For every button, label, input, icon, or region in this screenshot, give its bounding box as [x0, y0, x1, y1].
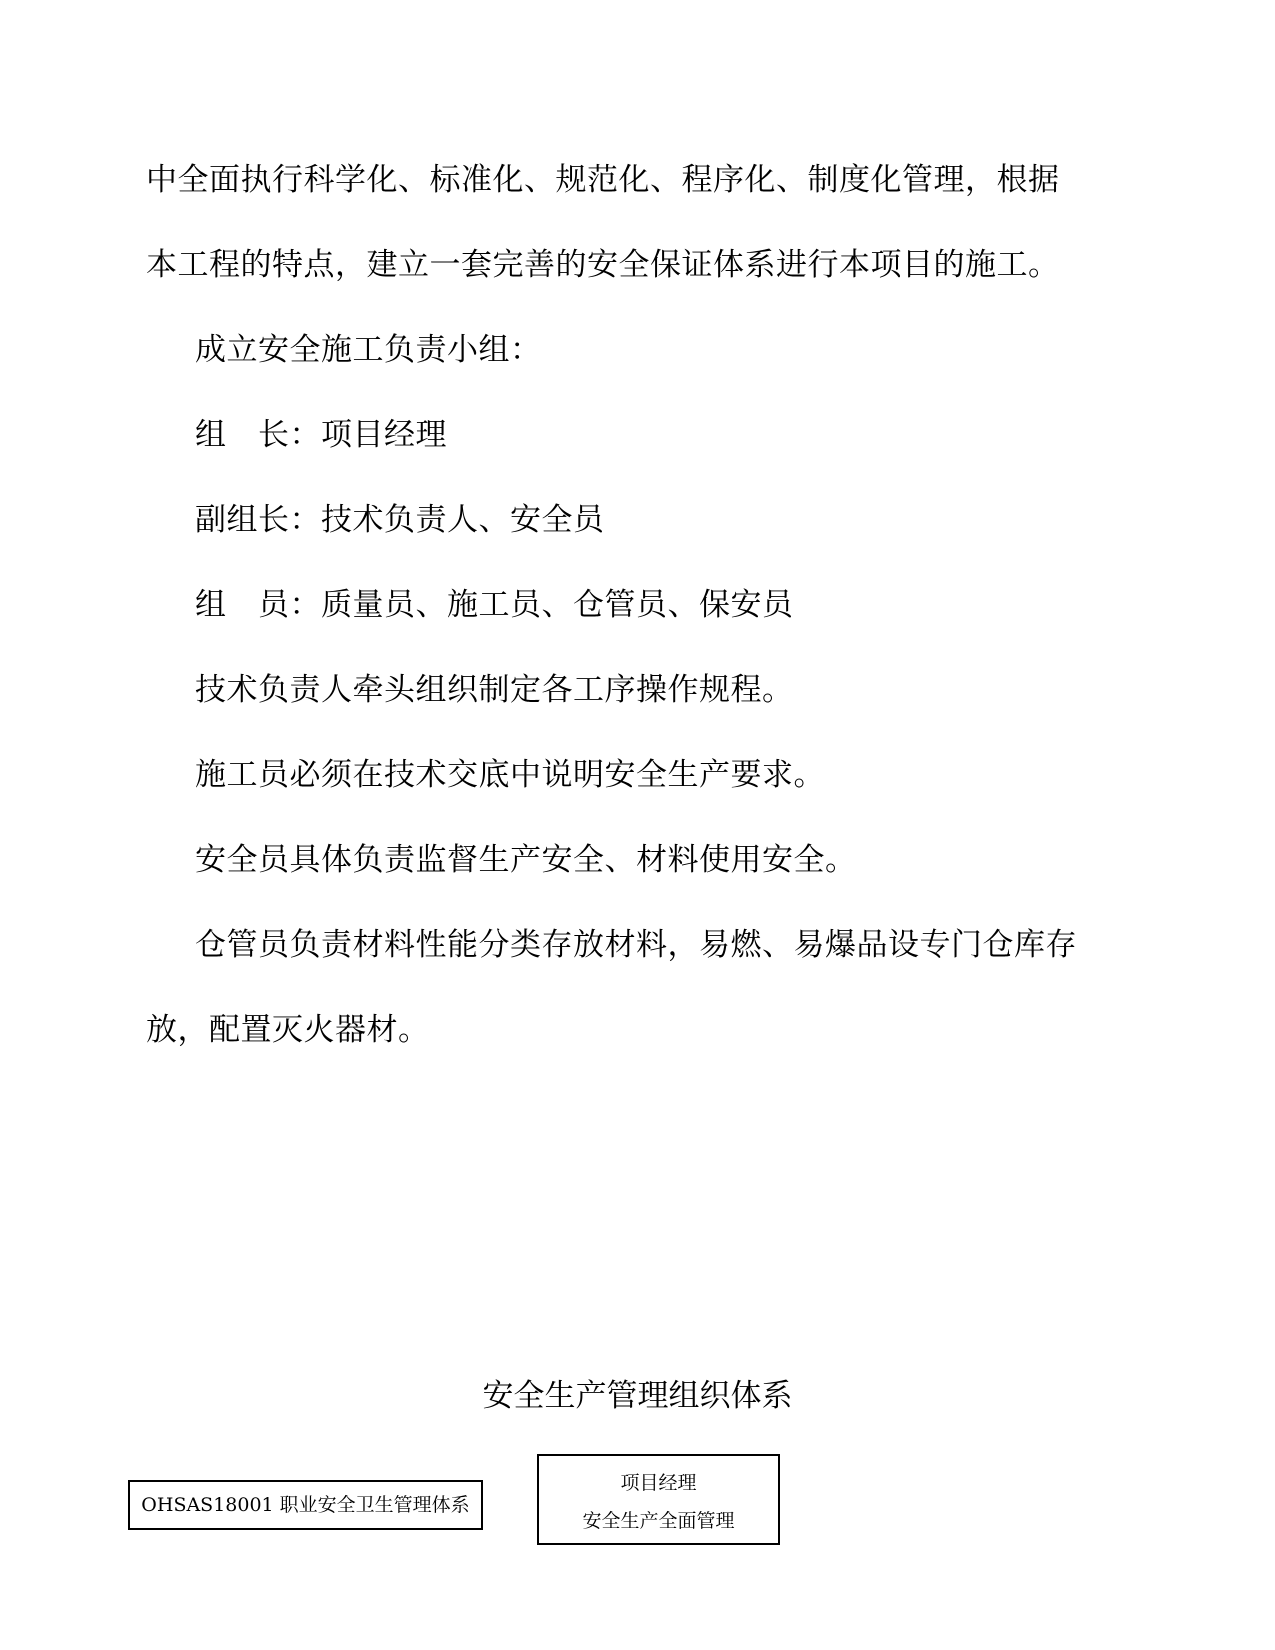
project-manager-label: 项目经理 [620, 1472, 697, 1494]
diagram-title: 安全生产管理组织体系 [482, 1378, 793, 1414]
paragraph-line: 组 长：项目经理 [195, 417, 447, 453]
paragraph-line: 成立安全施工负责小组： [195, 332, 542, 368]
paragraph-line: 安全员具体负责监督生产安全、材料使用安全。 [195, 842, 857, 878]
project-manager-box [537, 1454, 780, 1545]
paragraph-line: 放，配置灭火器材。 [146, 1012, 430, 1048]
ohsas-box: OHSAS18001 职业安全卫生管理体系 [128, 1480, 483, 1530]
project-manager-role: 安全生产全面管理 [582, 1510, 735, 1532]
paragraph-line: 本工程的特点，建立一套完善的安全保证体系进行本项目的施工。 [146, 247, 1060, 283]
paragraph-line: 副组长：技术负责人、安全员 [195, 502, 605, 538]
paragraph-line: 中全面执行科学化、标准化、规范化、程序化、制度化管理，根据 [146, 162, 1060, 198]
paragraph-line: 组 员：质量员、施工员、仓管员、保安员 [195, 587, 794, 623]
paragraph-line: 仓管员负责材料性能分类存放材料，易燃、易爆品设专门仓库存 [195, 927, 1077, 963]
paragraph-line: 技术负责人牵头组织制定各工序操作规程。 [195, 672, 794, 708]
paragraph-line: 施工员必须在技术交底中说明安全生产要求。 [195, 757, 825, 793]
